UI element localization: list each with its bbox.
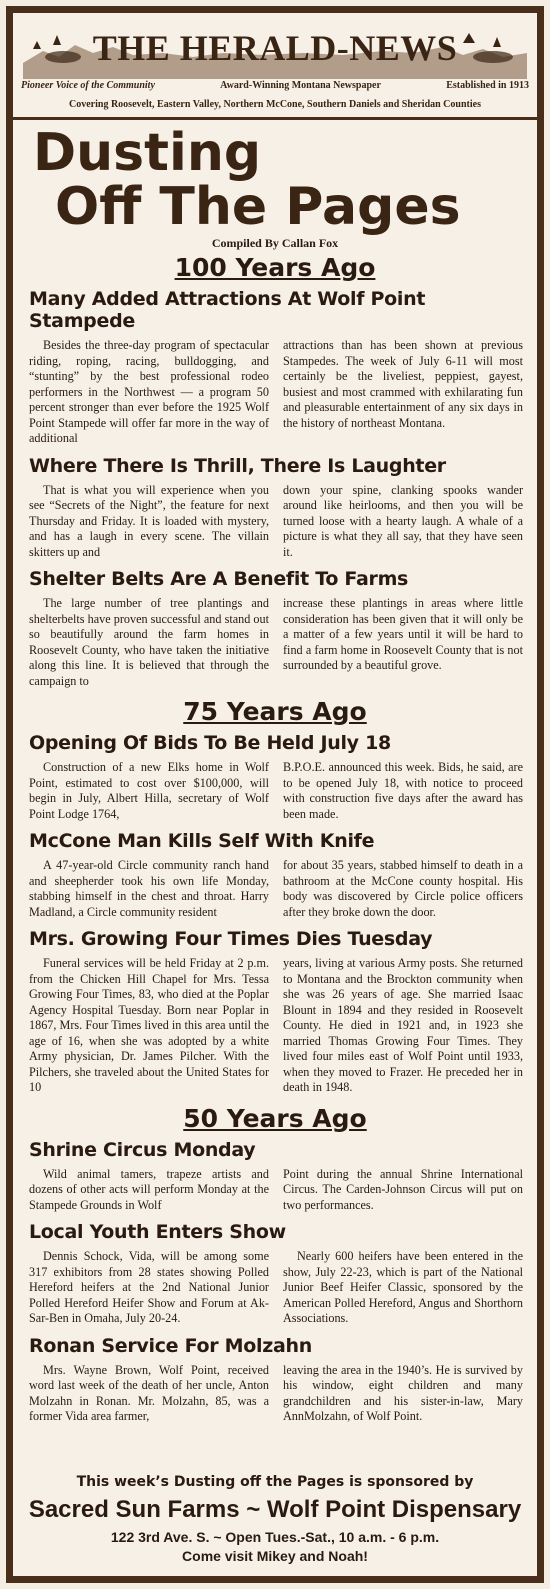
story-column: Mrs. Wayne Brown, Wolf Point, received word last week of the death of her uncle, Anton Molzahn in Ronan. Mr. Molzahn, 85, was a former Vida area farmer, (29, 1362, 269, 1423)
sponsor-intro: This week’s Dusting off the Pages is sponsored by (76, 1474, 474, 1490)
story-body (13, 1363, 537, 1425)
era-heading: 75 Years Ago (183, 697, 367, 726)
story-column: Wild animal tamers, trapeze artists and dozens of other acts will perform Monday at the Stampede Grounds in Wolf (29, 1166, 269, 1212)
masthead-tagline-row (21, 80, 529, 91)
story-headline: McCone Man Kills Self With Knife (29, 830, 375, 852)
page-title-line2: Off The Pages (55, 177, 461, 237)
story-headline: Ronan Service For Molzahn (29, 1334, 312, 1357)
story-column: Besides the three-day program of spectacular riding, roping, racing, bulldogging, and “stunting” by the best professional rodeo performers in the Northwest — a program 50 percent stronger than ever before the 1925 Wolf Point Stampede will offer far more in the way of additional (29, 338, 269, 445)
story-column: leaving the area in the 1940’s. He is survived by his window, eight children and many grandchildren and his sister-in-law, Mary AnnMolzahn, of Wolf Point. (283, 1362, 523, 1423)
masthead-coverage: Covering Roosevelt, Eastern Valley, Northern McCone, Southern Daniels and Sheridan Counties (69, 99, 481, 110)
story-column: The large number of tree plantings and shelterbelts have proven successful and stand out so beautifully around the farm homes in Roosevelt County, who have taken the initiative along this line. It is believed that through the campaign to (29, 596, 269, 688)
story-column: Dennis Schock, Vida, will be among some 317 exhibitors from 28 states showing Polled Hereford heifers at the 2nd National Junior Polled Hereford Heifer Show and Forum at Ak-Sar-Ben in Omaha, July 20-24. (29, 1249, 269, 1325)
story-headline: Mrs. Growing Four Times Dies Tuesday (29, 928, 433, 950)
story-headline: Opening Of Bids To Be Held July 18 (29, 732, 391, 754)
byline: Compiled By Callan Fox (211, 236, 339, 250)
page-title (33, 123, 537, 237)
story-headline: Shelter Belts Are A Benefit To Farms (29, 568, 409, 590)
sponsor-name: Sacred Sun Farms ~ Wolf Point Dispensary (28, 1496, 522, 1523)
story-column: years, living at various Army posts. She returned to Montana and the Brockton community when she was 26 years of age. She married Isaac Blount in 1894 and they resided in Roosevelt County. He died in 1921 and, in 1923 she married Thomas Growing Four Times. They lived four miles east of Wolf Point until 1933, when they moved to Frazer. He preceded her in death in 1948. (283, 956, 523, 1094)
page-border (6, 6, 544, 1583)
story-body (13, 483, 537, 561)
story-column: Construction of a new Elks home in Wolf Point, estimated to cost over $100,000, will begin in July, Albert Hilla, secretary of Wolf Point Lodge 1764, (29, 760, 269, 821)
masthead-title: THE HERALD-NEWS (92, 28, 458, 68)
story-body (13, 596, 537, 689)
sponsor-block (13, 1474, 537, 1566)
story-body (13, 338, 537, 447)
story-headline: Local Youth Enters Show (29, 1221, 286, 1243)
era-heading: 100 Years Ago (174, 253, 376, 282)
story-headline: Where There Is Thrill, There Is Laughter (29, 454, 446, 477)
masthead (13, 13, 537, 120)
story-column: attractions than has been shown at previous Stampedes. The week of July 6-11 will most certainly be the liveliest, peppiest, gayest, busiest and most crammed with exhilarating fun and pleasurable entertainment of any six days in the history of northeast Montana. (283, 338, 523, 430)
story-column: Point during the annual Shrine International Circus. The Carden-Johnson Circus will put on two performances. (283, 1166, 523, 1212)
sponsor-address: 122 3rd Ave. S. ~ Open Tues.-Sat., 10 a.m. - 6 p.m. (110, 1529, 440, 1545)
story-body (13, 1167, 537, 1214)
story-column: Nearly 600 heifers have been entered in the show, July 22-23, which is part of the National Junior Beef Heifer Classic, sponsored by the American Polled Hereford, Angus and Shorthorn Associations. (283, 1249, 523, 1325)
story-column: increase these plantings in areas where little consideration has been given that it will only be a matter of a few years until it will be hard to find a farm home in Roosevelt County that is not surrounded by a beautiful grove. (283, 596, 523, 672)
story-column: down your spine, clanking spooks wander around like heirlooms, and then you will be turned loose with a hearty laugh. A whale of a picture is what they all say, that they have seen it. (283, 482, 523, 559)
story-body (13, 858, 537, 920)
story-body (13, 760, 537, 822)
story-body (13, 956, 537, 1096)
era-heading: 50 Years Ago (183, 1103, 367, 1133)
page-title-line1: Dusting (33, 123, 262, 183)
story-column: A 47-year-old Circle community ranch hand and sheepherder took his own life Monday, stabbing himself in the chest and throat. Harry Madland, a Circle community resident (29, 858, 269, 919)
masthead-slogan: Pioneer Voice of the Community (21, 80, 155, 91)
story-column: B.P.O.E. announced this week. Bids, he said, are to be opened July 18, with notice to proceed with construction five days after the award has been made. (283, 760, 523, 821)
story-column: Funeral services will be held Friday at 2 p.m. from the Chicken Hill Chapel for Mrs. Tessa Growing Four Times, 83, who died at the Poplar Agency Hospital Tuesday. Born near Poplar in 1867, Mrs. Four Times lived in this area until the age of 16, when she was adopted by a white Army physician, Dr. James Pilcher. With the Pilchers, she traveled about the United States for 10 (29, 956, 269, 1094)
story-headline: Many Added Attractions At Wolf Point Stampede (29, 288, 426, 332)
story-column: for about 35 years, stabbed himself to death in a bathroom at the McCone county hospital. His body was discovered by Circle police officers after they broke down the door. (283, 858, 523, 919)
story-body (13, 1249, 537, 1327)
masthead-award: Award-Winning Montana Newspaper (220, 80, 381, 91)
story-column: That is what you will experience when you see “Secrets of the Night”, the feature for next Thursday and Friday. It is loaded with mystery, and has a laugh in every scene. The villain skitters up and (29, 482, 269, 559)
story-headline: Shrine Circus Monday (29, 1138, 256, 1161)
newspaper-page (13, 13, 537, 1576)
masthead-established: Established in 1913 (446, 80, 529, 91)
sponsor-tagline: Come visit Mikey and Noah! (182, 1548, 368, 1564)
